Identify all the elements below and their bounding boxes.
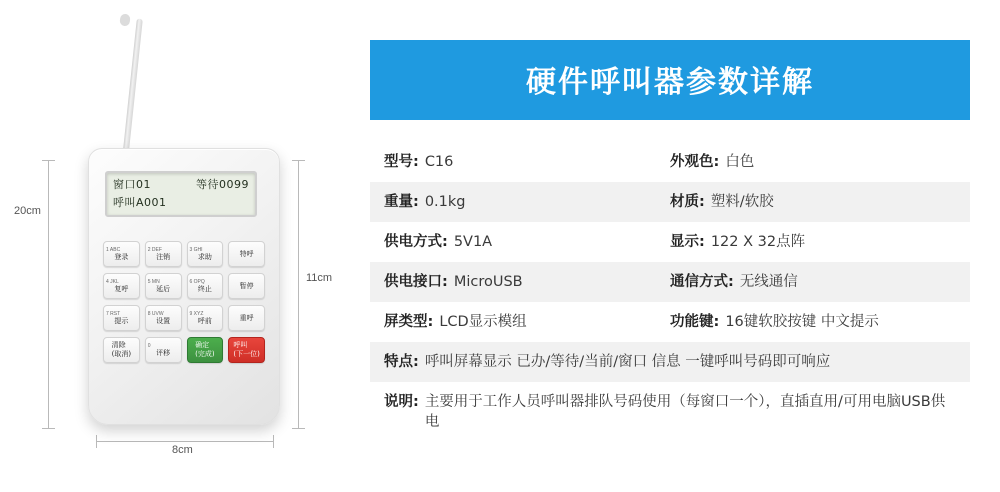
keypad-key-sublabel: 6 OPQ [189, 278, 205, 285]
spec-key: 通信方式: [670, 274, 734, 290]
spec-row [370, 142, 970, 182]
keypad-key-sublabel: 9 XYZ [189, 310, 204, 317]
keypad-key-label: 特呼 [239, 249, 254, 258]
spec-key: 说明: [384, 394, 419, 410]
lcd-line-1-right: 等待0099 [196, 178, 249, 191]
spec-cell [384, 392, 956, 432]
keypad-key[interactable] [103, 337, 140, 363]
keypad-key-label: 复呼 [114, 284, 129, 293]
spec-value: 0.1kg [424, 194, 466, 210]
dimension-label-total-height: 20cm [14, 205, 41, 217]
spec-value: 无线通信 [739, 274, 798, 290]
spec-cell [384, 312, 670, 332]
spec-row [370, 342, 970, 382]
keypad-key[interactable] [228, 241, 265, 267]
spec-key: 功能键: [670, 314, 720, 330]
spec-value: 5V1A [453, 234, 493, 250]
spec-value: 白色 [725, 154, 755, 170]
product-photo-panel [0, 0, 350, 492]
dimension-tick-bottom [42, 428, 55, 429]
keypad-key[interactable] [103, 241, 140, 267]
keypad-key-label: 呼叫 (下一位) [233, 341, 260, 358]
keypad-key[interactable] [187, 273, 224, 299]
spec-cell [670, 312, 956, 332]
spec-cell [670, 272, 956, 292]
dimension-label-body-height: 11cm [306, 272, 333, 284]
antenna [122, 18, 143, 160]
spec-value: 16键软胶按键 中文提示 [725, 314, 879, 330]
keypad-key-label: 提示 [114, 316, 129, 325]
spec-value: C16 [424, 154, 454, 170]
spec-cell [670, 192, 956, 212]
antenna-tip [119, 14, 130, 27]
keypad-key-label: 注销 [156, 252, 171, 261]
keypad-key-sublabel: 7 RST [106, 310, 121, 317]
spec-value: LCD显示模组 [439, 314, 527, 330]
spec-row [370, 262, 970, 302]
keypad-key-label: 求助 [197, 252, 212, 261]
lcd-line-2-left: 呼叫A001 [113, 196, 167, 209]
dimension-line-body-height [298, 160, 299, 428]
dimension-tick-body-bottom [292, 428, 305, 429]
dimension-tick-left [96, 435, 97, 448]
keypad-key[interactable] [228, 305, 265, 331]
spec-key: 型号: [384, 154, 419, 170]
keypad-key-label: 评移 [156, 348, 171, 357]
spec-key: 特点: [384, 354, 419, 370]
lcd-screen [105, 171, 257, 217]
dimension-line-total-height [48, 160, 49, 428]
spec-key: 重量: [384, 194, 419, 210]
spec-cell [384, 352, 956, 372]
spec-cell [384, 232, 670, 252]
keypad-key[interactable] [145, 305, 182, 331]
spec-row [370, 182, 970, 222]
spec-value: 主要用于工作人员呼叫器排队号码使用（每窗口一个），直插直用/可用电脑USB供电 [424, 394, 946, 430]
dimension-tick-top [42, 160, 55, 161]
keypad-key-label: 暂停 [239, 281, 254, 290]
spec-key: 外观色: [670, 154, 720, 170]
keypad-key[interactable] [103, 305, 140, 331]
keypad-key-sublabel: 2 DEF [147, 246, 162, 253]
spec-cell [384, 272, 670, 292]
spec-cell [384, 192, 670, 212]
dimension-tick-body-top [292, 160, 305, 161]
spec-value: MicroUSB [453, 274, 523, 290]
keypad-key[interactable] [103, 273, 140, 299]
keypad-key-label: 呼前 [197, 316, 212, 325]
spec-cell [670, 232, 956, 252]
spec-key: 显示: [670, 234, 705, 250]
spec-value: 呼叫屏幕显示 已办/等待/当前/窗口 信息 一键呼叫号码即可响应 [424, 354, 831, 370]
spec-sheet-panel [370, 40, 970, 442]
spec-row [370, 382, 970, 442]
spec-value: 塑料/软胶 [710, 194, 774, 210]
keypad-key-sublabel: 8 UVW [147, 310, 164, 317]
dimension-line-width [96, 441, 274, 442]
spec-row [370, 302, 970, 342]
spec-cell [670, 152, 956, 172]
spec-key: 屏类型: [384, 314, 434, 330]
caller-device-body [88, 148, 280, 425]
dimension-tick-right [273, 435, 274, 448]
keypad-key-sublabel: 4 JKL [106, 278, 119, 285]
dimension-label-width: 8cm [172, 444, 193, 456]
lcd-line-1 [113, 176, 249, 194]
keypad-key[interactable] [187, 305, 224, 331]
keypad-key-label: 终止 [197, 284, 212, 293]
keypad-key-sublabel: 5 MN [147, 278, 160, 285]
keypad-key-label: 登录 [114, 252, 129, 261]
spec-key: 材质: [670, 194, 705, 210]
keypad-key-label: 设置 [156, 316, 171, 325]
keypad-key-label: 延后 [156, 284, 171, 293]
keypad-key-sublabel: 0 [147, 342, 151, 349]
spec-key: 供电方式: [384, 234, 448, 250]
keypad-key-label: 清除 (取消) [111, 341, 132, 358]
spec-cell [384, 152, 670, 172]
keypad-key-sublabel: 3 GHI [189, 246, 203, 253]
keypad-key-sublabel: 1 ABC [106, 246, 121, 253]
keypad-key[interactable] [228, 273, 265, 299]
keypad-key[interactable] [228, 337, 265, 363]
spec-title: 硬件呼叫器参数详解 [370, 40, 970, 120]
spec-row [370, 222, 970, 262]
spec-value: 122 X 32点阵 [710, 234, 806, 250]
keypad-key[interactable] [187, 337, 224, 363]
lcd-line-1-left: 窗口01 [113, 178, 151, 191]
keypad-key[interactable] [145, 273, 182, 299]
lcd-line-2 [113, 194, 249, 212]
keypad[interactable] [103, 241, 265, 363]
keypad-key[interactable] [187, 241, 224, 267]
spec-key: 供电接口: [384, 274, 448, 290]
keypad-key-label: 重呼 [239, 313, 254, 322]
keypad-key-label: 确定 (完成) [195, 341, 215, 358]
spec-table [370, 142, 970, 442]
keypad-key[interactable] [145, 337, 182, 363]
keypad-key[interactable] [145, 241, 182, 267]
